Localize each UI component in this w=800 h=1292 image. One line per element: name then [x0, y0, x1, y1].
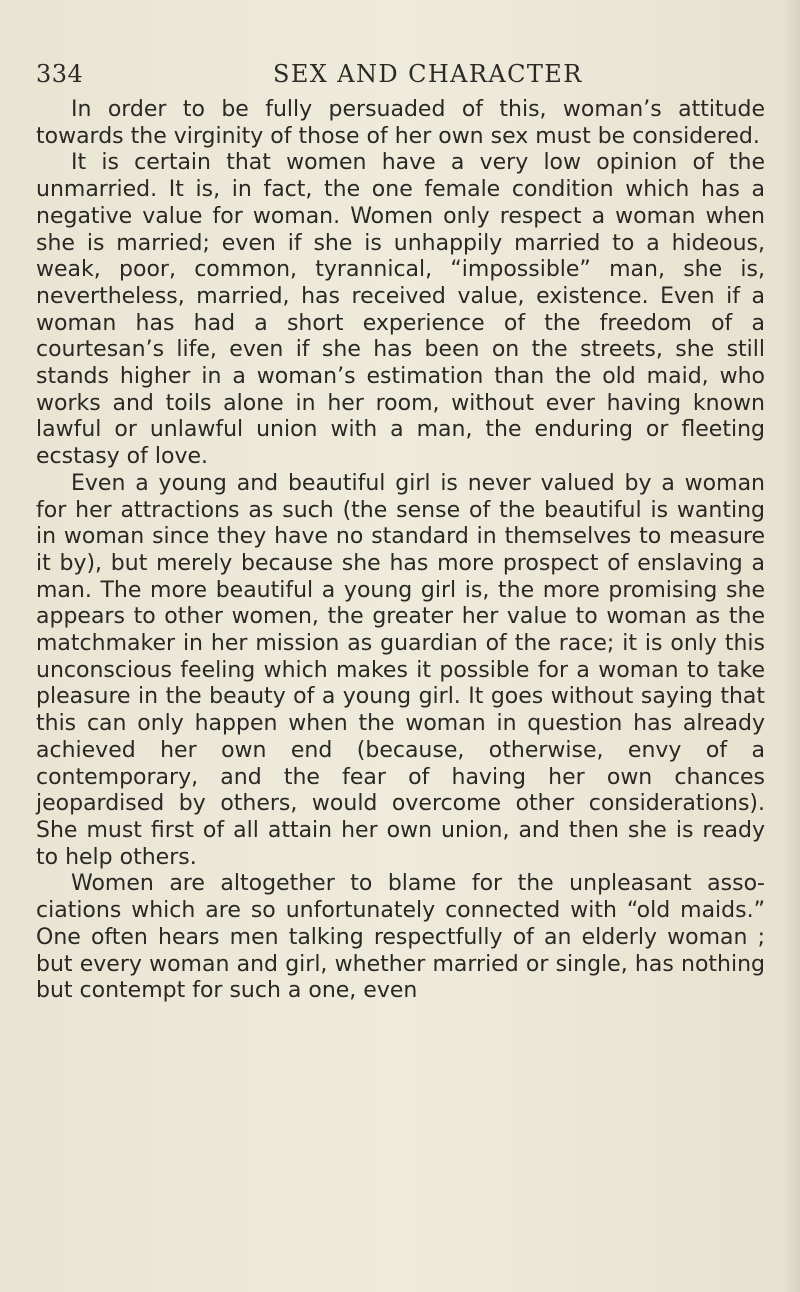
paragraph: It is certain that women have a very low opinion of the unmarried. It is, in fact, the one female condition which has a negative value for woman. Women only respect a woman when she is married; even if she is unhappily married to a hideous, weak, poor, common, tyrannical, “impossible” man, she is, nevertheless, married, has received value, existence. Even if a woman has had a short experience of the freedom of a courtesan’s life, even if she has been on the streets, she still stands higher in a woman’s estimation than the old maid, who works and toils alone in her room, without ever having known lawful or unlawful union with a man, the enduring or fleeting ecstasy of love.: [36, 150, 765, 470]
paragraph: Even a young and beautiful girl is never valued by a woman for her attractions as such (the sense of the beautiful is wanting in woman since they have no standard in themselves to measure it by), but merely because she has more prospect of enslaving a man. The more beautiful a young girl is, the more promising she appears to other women, the greater her value to woman as the matchmaker in her mission as guardian of the race; it is only this unconscious feeling which makes it possible for a woman to take pleasure in the beauty of a young girl. It goes without saying that this can only happen when the woman in question has already achieved her own end (because, otherwise, envy of a contemporary, and the fear of having her own chances jeopardised by others, would overcome other considerations). She must first of all attain her own union, and then she is ready to help others.: [36, 470, 765, 870]
page-header: [36, 60, 768, 100]
body-text: [36, 97, 765, 1005]
page-edge-shadow: [782, 0, 800, 1292]
running-title: SEX AND CHARACTER: [273, 60, 583, 88]
page-number: 334: [36, 60, 84, 88]
paragraph: Women are altogether to blame for the unpleasant associations which are so unfortunately connected with “old maids.” One often hears men talking respectfully of an elderly woman ; but every woman and girl, whether married or single, has nothing but contempt for such a one, even: [36, 871, 765, 1004]
paragraph: In order to be fully persuaded of this, woman’s attitude towards the virginity of those of her own sex must be considered.: [36, 97, 765, 149]
